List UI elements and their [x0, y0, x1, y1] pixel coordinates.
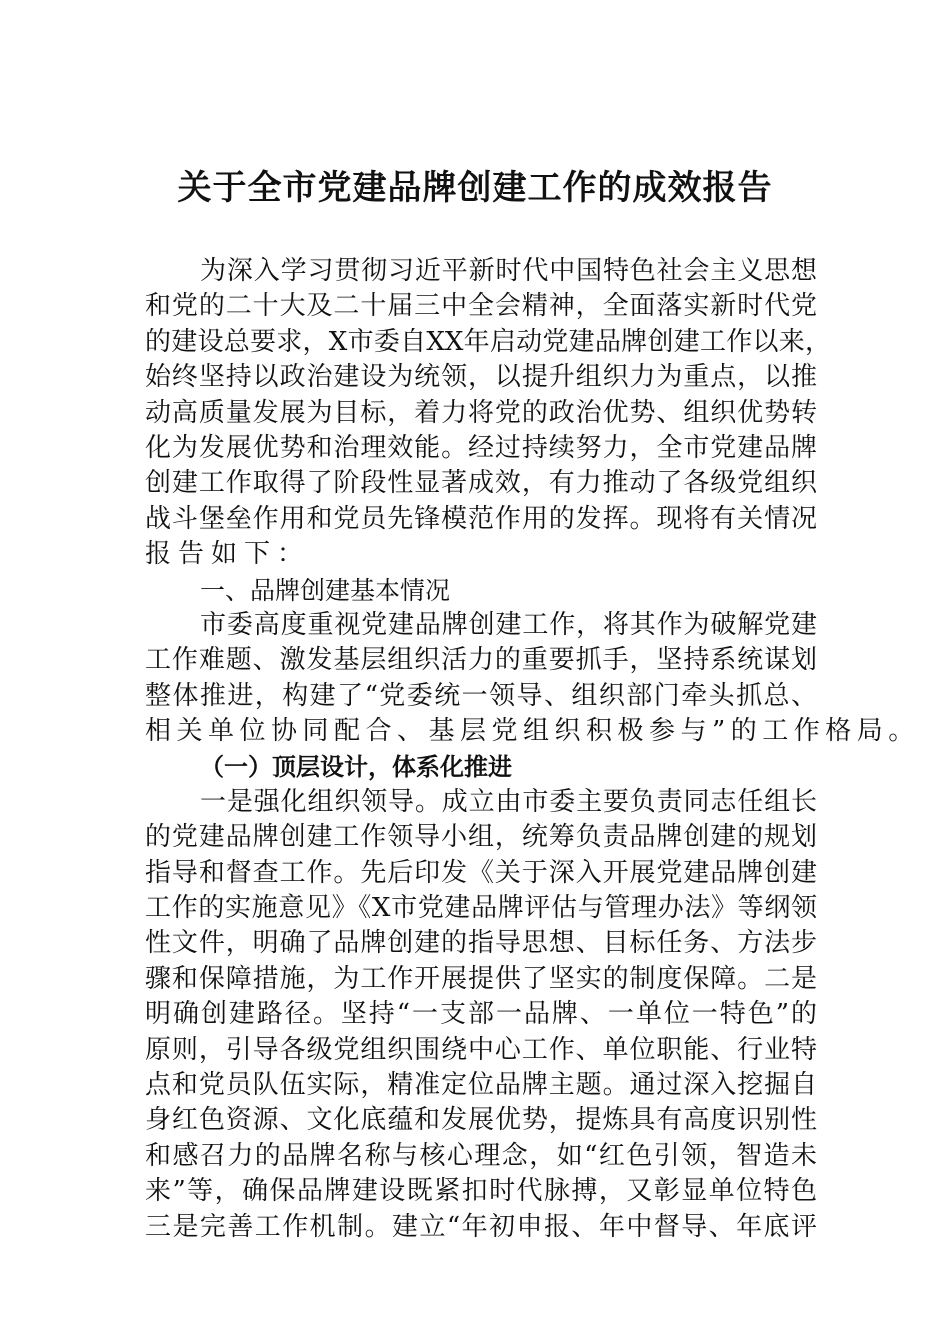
document-title: 关于全市党建品牌创建工作的成效报告: [177, 168, 773, 208]
paragraph-line: 原则，引导各级党组织围绕中心工作、单位职能、行业特: [145, 1034, 817, 1065]
paragraph-line: 动高质量发展为目标，着力将党的政治优势、组织优势转: [145, 397, 817, 428]
paragraph-line: 整体推进，构建了“党委统一领导、组织部门牵头抓总、: [145, 680, 817, 711]
paragraph-line: 点和党员队伍实际，精准定位品牌主题。通过深入挖掘自: [145, 1069, 817, 1100]
paragraph-line: 和感召力的品牌名称与核心理念，如“红色引领，智造未: [145, 1140, 817, 1171]
paragraph-line: 工作难题、激发基层组织活力的重要抓手，坚持系统谋划: [145, 645, 817, 676]
paragraph-line: 战斗堡垒作用和党员先锋模范作用的发挥。现将有关情况: [145, 503, 817, 534]
paragraph-line: 的党建品牌创建工作领导小组，统筹负责品牌创建的规划: [145, 822, 817, 853]
paragraph-line: 性文件，明确了品牌创建的指导思想、目标任务、方法步: [145, 928, 817, 959]
paragraph-line: 报告如下：: [145, 539, 311, 570]
paragraph-line: 化为发展优势和治理效能。经过持续努力，全市党建品牌: [145, 432, 817, 463]
paragraph-line: 一是强化组织领导。成立由市委主要负责同志任组长: [200, 786, 817, 817]
paragraph-line: 的建设总要求，X市委自XX年启动党建品牌创建工作以来，: [145, 326, 831, 357]
document-body: [145, 254, 920, 1245]
paragraph-line: 相关单位协同配合、基层党组织积极参与”的工作格局。: [145, 716, 920, 747]
paragraph-line: 来”等，确保品牌建设既紧扣时代脉搏，又彰显单位特色: [145, 1176, 817, 1207]
paragraph-line: 骤和保障措施，为工作开展提供了坚实的制度保障。二是: [145, 963, 817, 994]
paragraph-line: 明确创建路径。坚持“一支部一品牌、一单位一特色”的: [145, 999, 817, 1030]
paragraph-line: 和党的二十大及二十届三中全会精神，全面落实新时代党: [145, 291, 817, 322]
paragraph-line: 身红色资源、文化底蕴和发展优势，提炼具有高度识别性: [145, 1105, 817, 1136]
paragraph-line: 指导和督查工作。先后印发《关于深入开展党建品牌创建: [145, 857, 817, 888]
paragraph-line: 市委高度重视党建品牌创建工作，将其作为破解党建: [200, 609, 817, 640]
section-heading: 一、品牌创建基本情况: [200, 575, 451, 605]
paragraph-line: 始终坚持以政治建设为统领，以提升组织力为重点，以推: [145, 362, 817, 393]
subsection-heading: （一）顶层设计，体系化推进: [200, 752, 512, 782]
paragraph-line: 三是完善工作机制。建立“年初申报、年中督导、年底评: [145, 1211, 817, 1242]
paragraph-line: 工作的实施意见》《X市党建品牌评估与管理办法》等纲领: [145, 893, 817, 924]
paragraph-line: 创建工作取得了阶段性显著成效，有力推动了各级党组织: [145, 468, 817, 499]
paragraph-line: 为深入学习贯彻习近平新时代中国特色社会主义思想: [200, 256, 817, 286]
